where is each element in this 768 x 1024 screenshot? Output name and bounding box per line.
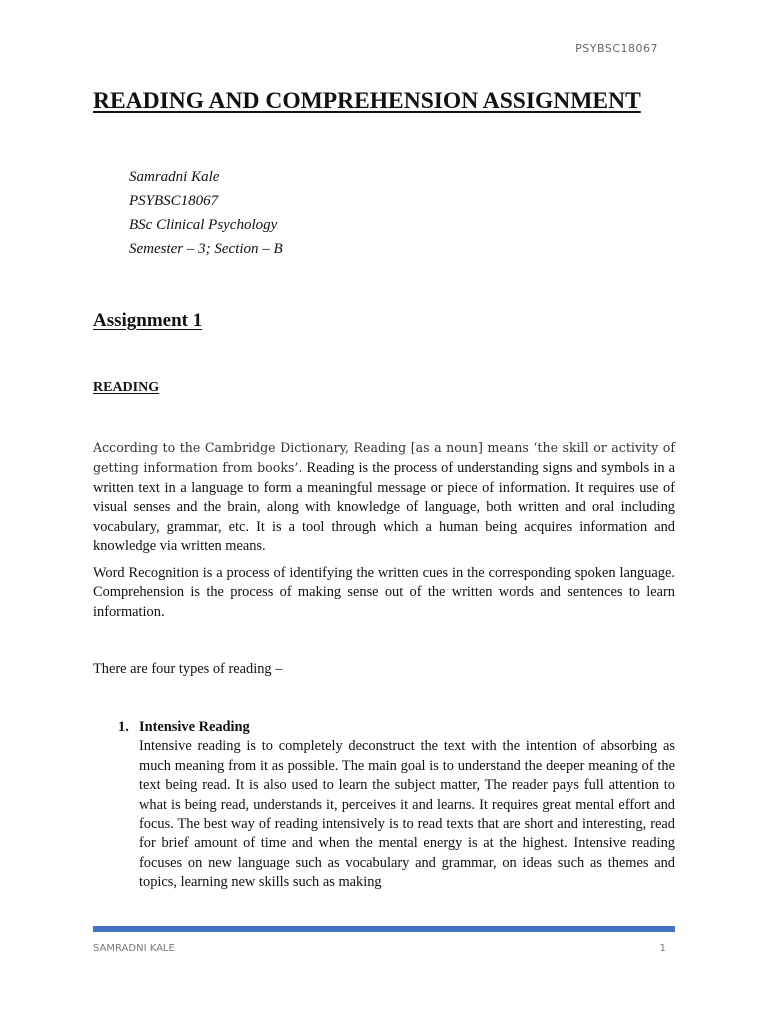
header-document-code: PSYBSC18067 — [575, 42, 658, 55]
author-program: BSc Clinical Psychology — [129, 217, 278, 233]
author-semester: Semester – 3; Section – B — [129, 241, 283, 257]
list-item — [93, 718, 675, 893]
list-item-title: Intensive Reading — [139, 719, 250, 735]
paragraph-word-recognition: Word Recognition is a process of identifying the written cues in the corresponding spoken language. Comprehension is the process of making sense out of the written words and sentences to learn information. — [93, 565, 675, 620]
dictionary-quote: According to the Cambridge Dictionary, Reading [as a noun] means ‘the skill or activity of getting information from books’. — [93, 440, 675, 476]
section-heading-reading: READING — [93, 380, 160, 395]
assignment-heading: Assignment 1 — [93, 310, 203, 331]
paragraph-types-intro: There are four types of reading – — [93, 661, 283, 677]
footer-author-name: SAMRADNI KALE — [93, 943, 175, 954]
document-title: READING AND COMPREHENSION ASSIGNMENT — [93, 88, 641, 114]
list-item-number: 1. — [118, 719, 129, 735]
author-id: PSYBSC18067 — [129, 193, 219, 209]
author-block — [129, 165, 283, 261]
reading-types-list — [93, 718, 675, 893]
paragraph-definition — [93, 438, 675, 556]
author-name: Samradni Kale — [129, 169, 220, 185]
footer-divider — [93, 926, 675, 932]
paragraph-definition-text: Reading is the process of understanding signs and symbols in a written text in a language to form a meaningful message or piece of information. It requires use of visual senses and the brain, along with knowledge of language, both written and oral including vocabulary, grammar, etc. It is a tool through which a human being acquires information and knowledge via written means. — [93, 460, 676, 555]
footer-page-number: 1 — [659, 943, 666, 954]
list-item-text: Intensive reading is to completely deconstruct the text with the intention of absorbing as much meaning from it as possible. The main goal is to understand the deeper meaning of the text being read. It is also used to learn the subject matter, The reader pays full attention to what is being read, understands it, perceives it and learns. It requires great mental effort and focus. The best way of reading intensively is to read texts that are short and interesting, read for brief amount of time and when the mental energy is at the highest. Intensive reading focuses on new language such as vocabulary and grammar, on ideas such as themes and topics, learning new skills such as making — [139, 738, 675, 891]
